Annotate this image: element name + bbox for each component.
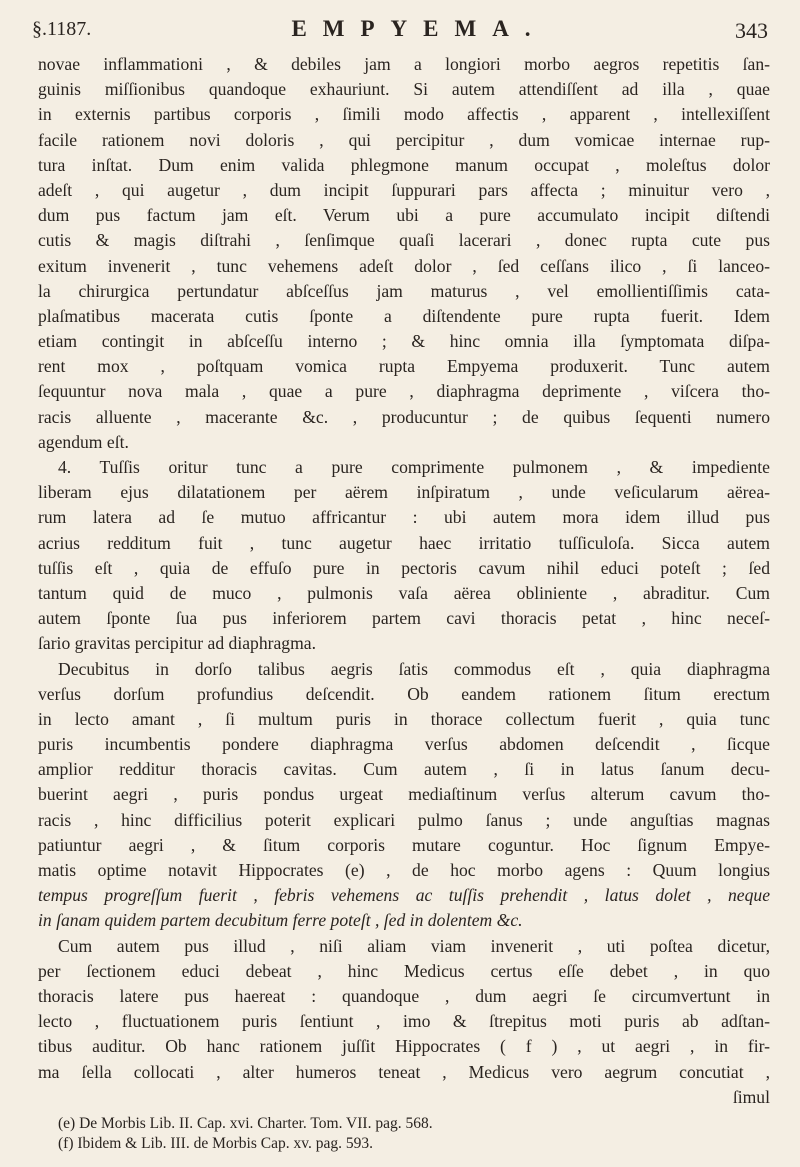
text-line: tempus progreſſum fuerit , febris vehemens ac tuſſis prehendit , latus dolet , neque xyxy=(38,885,770,906)
text-line: thoracis latere pus haereat : quandoque , dum aegri ſe circumvertunt in xyxy=(38,985,770,1006)
text-line: guinis miſſionibus quandoque exhauriunt. Si autem attendiſſent ad illa , quae xyxy=(38,79,770,100)
page-number: 343 xyxy=(735,18,768,43)
main-text xyxy=(38,52,770,1110)
text-line: autem ſponte ſua pus inferiorem partem cavi thoracis petat , hinc neceſ- xyxy=(38,608,770,629)
section-number: §.1187. xyxy=(32,18,92,40)
text-line: racis alluente , macerante &c. , producuntur ; de quibus ſequenti numero xyxy=(38,406,770,427)
text-line: plaſmatibus macerata cutis ſponte a diſtendente pure rupta fuerit. Idem xyxy=(38,305,770,326)
text-line: etiam contingit in abſceſſu interno ; & hinc omnia illa ſymptomata diſpa- xyxy=(38,331,770,352)
text-line: facile rationem novi doloris , qui percipitur , dum vomicae internae rup- xyxy=(38,129,770,150)
text-line: dum pus factum jam eſt. Verum ubi a pure accumulato incipit diſtendi xyxy=(38,205,770,226)
text-line: ſequuntur nova mala , quae a pure , diaphragma deprimente , viſcera tho- xyxy=(38,381,770,402)
text-line: matis optime notavit Hippocrates (e) , de hoc morbo agens : Quum longius xyxy=(38,860,770,880)
text-line: tibus auditur. Ob hanc rationem juſſit Hippocrates ( f ) , ut aegri , in fir- xyxy=(38,1036,770,1057)
text-line: Decubitus in dorſo talibus aegris ſatis commodus eſt , quia diaphragma xyxy=(58,658,770,679)
text-line: adeſt , qui augetur , dum incipit ſuppurari pars affecta ; minuitur vero , xyxy=(38,179,770,200)
text-line: exitum invenerit , tunc vehemens adeſt dolor , ſed ceſſans ilico , ſi lanceo- xyxy=(38,255,770,276)
footnote-e: (e) De Morbis Lib. II. Cap. xvi. Charter. Tom. VII. pag. 568. xyxy=(58,1115,433,1132)
catchword: ſimul xyxy=(732,1086,770,1107)
text-line: cutis & magis diſtrahi , ſenſimque quaſi lacerari , donec rupta cute pus xyxy=(38,230,770,251)
text-line: patiuntur aegri , & ſitum corporis mutare coguntur. Hoc ſignum Empye- xyxy=(38,834,770,855)
text-line: agendum eſt. xyxy=(38,431,129,452)
text-line: in lecto amant , ſi multum puris in thorace collectum fuerit , quia tunc xyxy=(38,708,770,729)
text-line: novae inflammationi , & debiles jam a longiori morbo aegros repetitis ſan- xyxy=(38,54,770,74)
text-line: tura inſtat. Dum enim valida phlegmone manum occupat , moleſtus dolor xyxy=(38,154,770,175)
text-line: tuſſis eſt , quia de effuſo pure in pectoris cavum nihil educi poteſt ; ſed xyxy=(38,557,770,578)
text-line: verſus dorſum profundius deſcendit. Ob eandem rationem ſitum erectum xyxy=(38,683,770,704)
text-line: Cum autem pus illud , niſi aliam viam invenerit , uti poſtea dicetur, xyxy=(58,935,770,956)
text-line: rum latera ad ſe mutuo affricantur : ubi autem mora idem illud pus xyxy=(38,507,770,528)
text-line: liberam ejus dilatationem per aërem inſpiratum , unde veſicularum aërea- xyxy=(38,482,770,503)
text-line: buerint aegri , puris pondus urgeat mediaſtinum verſus alterum cavum tho- xyxy=(38,784,770,805)
text-line: racis , hinc difficilius poterit explicari pulmo ſanus ; unde anguſtias magnas xyxy=(38,809,770,830)
footnote-f: (f) Ibidem & Lib. III. de Morbis Cap. xv. pag. 593. xyxy=(58,1135,373,1152)
running-header xyxy=(28,16,770,50)
text-line: in ſanam quidem partem decubitum ferre poteſt , ſed in dolentem &c. xyxy=(38,910,523,931)
text-line: rent mox , poſtquam vomica rupta Empyema produxerit. Tunc autem xyxy=(38,356,770,377)
footnotes xyxy=(58,1114,758,1154)
text-line: 4. Tuſſis oritur tunc a pure comprimente pulmonem , & impediente xyxy=(58,457,770,477)
text-line: la chirurgica pertundatur abſceſſus jam maturus , vel emollientiſſimis cata- xyxy=(38,280,770,301)
text-line: acrius redditum fuit , tunc augetur haec irritatio tuſſiculoſa. Sicca autem xyxy=(38,532,770,553)
text-line: lecto , fluctuationem puris ſentiunt , imo & ſtrepitus moti puris ab adſtan- xyxy=(38,1011,770,1032)
text-line: tantum quid de muco , pulmonis vaſa aërea obliniente , abraditur. Cum xyxy=(38,582,770,603)
text-line: ma ſella collocati , alter humeros teneat , Medicus vero aegrum concutiat , xyxy=(38,1061,770,1082)
text-line: ſario gravitas percipitur ad diaphragma. xyxy=(38,633,316,654)
text-line: amplior redditur thoracis cavitas. Cum autem , ſi in latus ſanum decu- xyxy=(38,759,770,780)
text-line: per ſectionem educi debeat , hinc Medicus certus eſſe debet , in quo xyxy=(38,960,770,981)
text-line: in externis partibus corporis , ſimili modo affectis , apparent , intellexiſſent xyxy=(38,104,770,125)
running-title: EMPYEMA. xyxy=(291,16,547,41)
text-line: puris incumbentis pondere diaphragma verſus abdomen deſcendit , ſicque xyxy=(38,734,770,755)
